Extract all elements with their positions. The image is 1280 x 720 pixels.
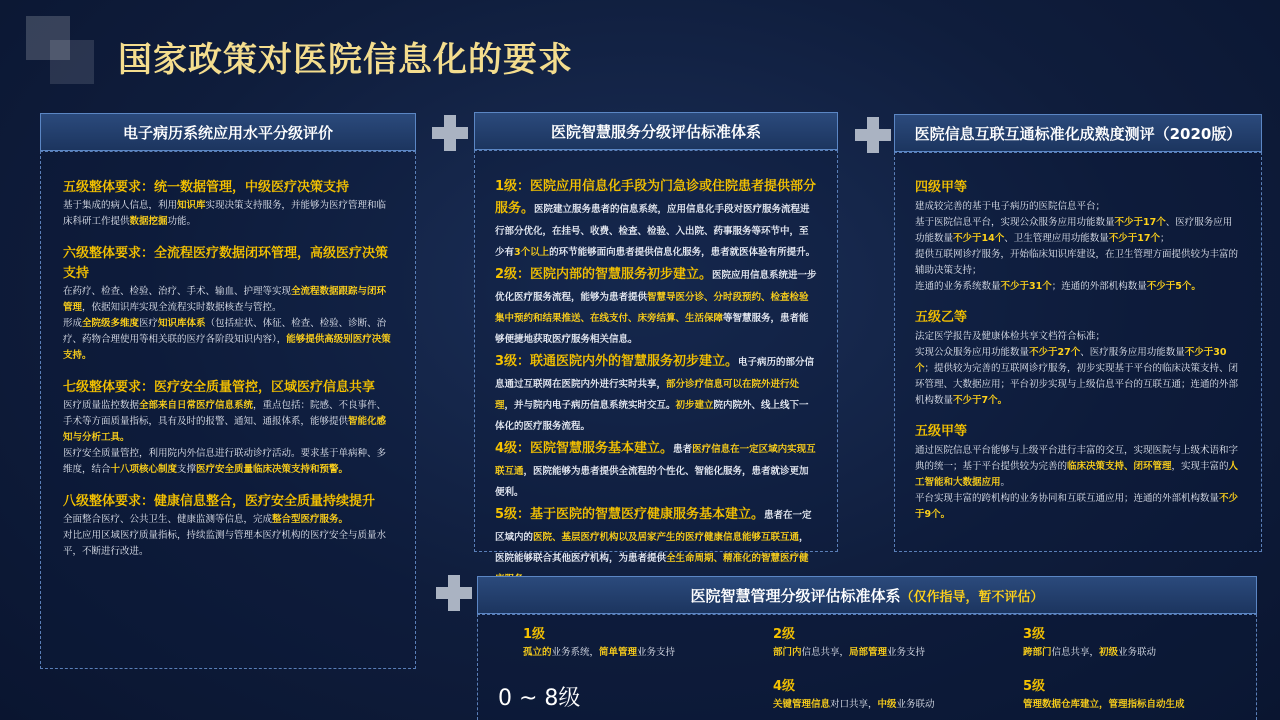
highlight-text: 数据挖掘 [129, 216, 168, 227]
body-text: ；提供较为完善的互联网诊疗服务，初步实现基于平台的临床决策支持、闭环管理、大数据应用；平台初步实现与上级信息平台的互联互通；连通的外部机构数量 [915, 363, 1239, 406]
panel2-blocks [495, 175, 817, 588]
level-title: 六级整体要求：全流程医疗数据闭环管理，高级医疗决策支持 [63, 246, 389, 281]
level-title: 五级整体要求：统一数据管理，中级医疗决策支持 [63, 180, 350, 195]
level-title: 七级整体要求：医疗安全质量管控，区域医疗信息共享 [63, 380, 376, 395]
body-text: 、卫生管理应用功能数量 [1004, 233, 1109, 244]
body-text: 建成较完善的基于电子病历的医院信息平台； [915, 201, 1106, 212]
body-text: 业务联动 [896, 699, 935, 710]
mgmt-level-4 [773, 677, 935, 713]
highlight-text: 全生命周期、精准化的智慧医疗健 [666, 553, 809, 564]
panel2-body [474, 150, 838, 564]
level-description [915, 199, 1241, 295]
panel3-blocks [915, 177, 1241, 523]
body-text: 信息共享， [1051, 647, 1100, 658]
mgmt-level-desc [773, 697, 935, 713]
mgmt-level-title: 5级 [1023, 679, 1046, 694]
body-text: 形成 [63, 318, 83, 329]
panel3-heading: 医院信息互联互通标准化成熟度测评（2020版） [894, 114, 1262, 152]
mgmt-level-desc [1023, 697, 1185, 713]
body-text: ，并与院内电子病历信息系统实时交互。 [504, 400, 676, 411]
body-text: 医院建立服务患者的信息系统，应用信息化手段对医疗服务流程进行部分优化，在挂号、收费、检查、检验、入出院、药事服务等环节中，至少有 [495, 204, 810, 258]
level-block [495, 437, 817, 501]
body-text: ； [1160, 233, 1170, 244]
mgmt-level-title: 2级 [773, 627, 796, 642]
highlight-text: 3个以上 [514, 247, 550, 258]
body-text: 业务系统， [551, 647, 600, 658]
highlight-text: 跨部门 [1023, 647, 1052, 658]
level-title: 四级甲等 [915, 180, 968, 195]
highlight-text: 知识库 [177, 200, 206, 211]
panel4-heading-text: 医院智慧管理分级评估标准体系 [690, 586, 901, 605]
level-title: 2级：医院内部的智慧服务初步建立。 [495, 267, 713, 282]
highlight-text: 不少于17个 [1108, 233, 1160, 244]
level-title: 3级：联通医院内外的智慧服务初步建立。 [495, 354, 739, 369]
panel2-heading: 医院智慧服务分级评估标准体系 [474, 112, 838, 150]
highlight-text: 医疗信息在一定区域内实现互联互通 [495, 444, 816, 477]
mgmt-level-desc [1023, 645, 1156, 661]
body-text: ，医院能够为患者提供全流程的个性化、智能化服务，患者就诊更加便利。 [495, 466, 809, 498]
level-title: 五级甲等 [915, 424, 968, 439]
mgmt-level-3 [1023, 625, 1156, 661]
highlight-text: 整合型医疗服务。 [272, 514, 349, 525]
level-block [63, 492, 393, 560]
body-text: 基于医院信息平台，实现公众服务应用功能数量 [915, 217, 1115, 228]
highlight-text: 局部管理 [849, 647, 888, 658]
body-text: 业务支持 [637, 647, 676, 658]
body-text: 医疗 [139, 318, 159, 329]
body-text: 业务支持 [887, 647, 926, 658]
highlight-text: 智慧导医分诊、分时段预约、检查检验集中预约和结果推送、在线支付、床旁结算、生活保障 [495, 292, 809, 324]
level-block [495, 350, 817, 435]
highlight-text: 不少于9个。 [915, 493, 1239, 520]
body-text: 、医疗服务应用功能数量 [1080, 347, 1185, 358]
body-text: （包括症状、体征、检查、检验、诊断、治疗、药物合理使用等相关联的医疗各阶段知识内容）， [63, 318, 387, 345]
highlight-text: 能够提供高级别医疗决策支持。 [63, 334, 391, 361]
body-text: 对口共享， [830, 699, 878, 710]
body-text: 平台实现丰富的跨机构的业务协同和互联互通应用；连通的外部机构数量 [915, 493, 1220, 504]
body-text: 实现决策支持服务，并能够为医疗管理和临床科研工作提供 [63, 200, 387, 227]
body-text: 功能。 [167, 216, 197, 227]
body-text: 医疗安全质量管控，利用院内外信息进行联动诊疗活动。要求基于单病种、多维度，结合 [63, 448, 387, 475]
highlight-text: 关键管理信息 [773, 699, 831, 710]
level-block [915, 177, 1241, 295]
highlight-text: 不少于17个 [1114, 217, 1166, 228]
body-text: ，依据知识库实现全流程实时数据核查与管控。 [82, 302, 282, 313]
highlight-text: 医院、基层医疗机构以及居家产生的医疗健康信息能够互联互通 [533, 532, 800, 543]
body-text: 。 [1000, 477, 1011, 488]
body-text: 通过医院信息平台能够与上级平台进行丰富的交互，实现医院与上级术语和字典的统一；基于平台提供较为完善的 [915, 445, 1239, 472]
panel3-body [894, 152, 1262, 552]
mgmt-level-desc [523, 645, 675, 661]
level-description [915, 329, 1241, 409]
highlight-text: 知识库体系 [158, 318, 206, 329]
body-text: 患者 [673, 444, 693, 455]
highlight-text: 全院级多维度 [82, 318, 140, 329]
body-text: ，重点包括：院感、不良事件、手术等方面质量指标，具有及时的报警、通知、通报体系，能够提供 [63, 400, 387, 427]
panel4-heading [477, 576, 1257, 614]
highlight-text: 不少于30个 [915, 347, 1227, 374]
page-title: 国家政策对医院信息化的要求 [118, 40, 573, 80]
highlight-text: 孤立的 [523, 647, 552, 658]
level-title: 八级整体要求：健康信息整合，医疗安全质量持续提升 [63, 494, 376, 509]
mgmt-level-1 [523, 625, 675, 661]
body-text: 在药疗、检查、检验、治疗、手术、输血、护理等实现 [63, 286, 292, 297]
body-text: 、医疗服务应用功能数量 [915, 217, 1233, 244]
level-block [915, 421, 1241, 523]
highlight-text: 简单管理 [599, 647, 638, 658]
highlight-text: 不少于5个。 [1146, 281, 1201, 292]
level-title: 4级：医院智慧服务基本建立。 [495, 441, 674, 456]
body-text: ，实现丰富的 [1171, 461, 1229, 472]
body-text: 全面整合医疗、公共卫生、健康监测等信息，完成 [63, 514, 273, 525]
highlight-text: 不少于31个 [1000, 281, 1052, 292]
body-text: 业务联动 [1118, 647, 1157, 658]
plus-icon [432, 115, 468, 151]
mgmt-level-title: 3级 [1023, 627, 1046, 642]
highlight-text: 中级 [877, 699, 897, 710]
highlight-text: 智能化感知与分析工具。 [63, 416, 387, 443]
body-text: ，医院能够联合其他医疗机构，为患者提供 [495, 532, 809, 564]
body-text: 信息共享， [801, 647, 850, 658]
highlight-text: 临床决策支持、闭环管理 [1067, 461, 1172, 472]
body-text: 对比应用区域医疗质量指标，持续监测与管理本医疗机构的医疗安全与质量水平，不断进行改进。 [63, 530, 387, 557]
body-text: 院内院外、线上线下一体化的医疗服务流程。 [495, 400, 809, 432]
level-description [63, 198, 393, 230]
highlight-text: 人工智能和大数据应用 [915, 461, 1239, 488]
highlight-text: 不少于7个。 [953, 395, 1008, 406]
level-title: 五级乙等 [915, 310, 968, 325]
plus-icon [855, 117, 891, 153]
panel1-blocks [63, 178, 393, 560]
body-text: 支撑 [177, 464, 197, 475]
mgmt-level-2 [773, 625, 925, 661]
highlight-text: 部分诊疗信息可以在院外进行处理 [495, 379, 800, 411]
panel4-heading-suffix: （仅作指导，暂不评估） [900, 589, 1044, 605]
level-block [63, 178, 393, 230]
highlight-text: 部门内 [773, 647, 802, 658]
body-text: 等智慧服务，患者能够便捷地获取医疗服务相关信息。 [495, 313, 809, 345]
highlight-text: 初步建立 [675, 400, 714, 411]
level-block [915, 307, 1241, 409]
body-text: 的环节能够面向患者提供信息化服务，患者就医体验有所提升。 [549, 247, 816, 258]
highlight-text: 全部来自日常医疗信息系统 [139, 400, 254, 411]
level-description [63, 398, 393, 478]
panel1-heading: 电子病历系统应用水平分级评价 [40, 113, 416, 151]
level-block [63, 244, 393, 364]
plus-icon [436, 575, 472, 611]
body-text: 电子病历的部分信息通过互联网在医院内外进行实时共享， [495, 357, 815, 390]
body-text: 连通的业务系统数量 [915, 281, 1001, 292]
panel1-body [40, 151, 416, 669]
decor-square-2 [50, 40, 94, 84]
body-text: 实现公众服务应用功能数量 [915, 347, 1030, 358]
level-title: 5级：基于医院的智慧医疗健康服务基本建立。 [495, 507, 765, 522]
body-text: 法定医学报告及健康体检共享文档符合标准； [915, 331, 1106, 342]
level-description [915, 443, 1241, 523]
mgmt-level-5 [1023, 677, 1185, 713]
level-description [63, 284, 393, 364]
mgmt-level-title: 1级 [523, 627, 546, 642]
body-text: ；连通的外部机构数量 [1051, 281, 1147, 292]
body-text: 提供互联网诊疗服务，开始临床知识库建设，在卫生管理方面提供较为丰富的辅助决策支持； [915, 249, 1239, 276]
panel4-body [477, 614, 1257, 720]
level-block [63, 378, 393, 478]
level-range: 0 ~ 8级 [498, 686, 581, 711]
highlight-text: 管理数据仓库建立，管理指标自动生成 [1023, 699, 1185, 710]
highlight-text: 医疗安全质量临床决策支持和预警。 [196, 464, 349, 475]
mgmt-level-desc [773, 645, 925, 661]
level-title: 1级：医院应用信息化手段为门急诊或住院患者提供部分服务。 [495, 179, 817, 216]
highlight-text: 不少于27个 [1029, 347, 1081, 358]
level-description [495, 204, 815, 258]
highlight-text: 初级 [1099, 647, 1119, 658]
mgmt-level-title: 4级 [773, 679, 796, 694]
body-text: 患者在一定区域内的 [495, 510, 812, 543]
highlight-text: 全流程数据跟踪与闭环管理 [63, 286, 387, 313]
level-block [495, 175, 817, 261]
level-description [63, 512, 393, 560]
body-text: 医疗质量监控数据 [63, 400, 140, 411]
body-text: 基于集成的病人信息，利用 [63, 200, 178, 211]
level-block [495, 263, 817, 348]
highlight-text: 十八项核心制度 [110, 464, 178, 475]
highlight-text: 不少于14个 [953, 233, 1005, 244]
body-text: 医院应用信息系统进一步优化医疗服务流程，能够为患者提供 [495, 270, 817, 303]
